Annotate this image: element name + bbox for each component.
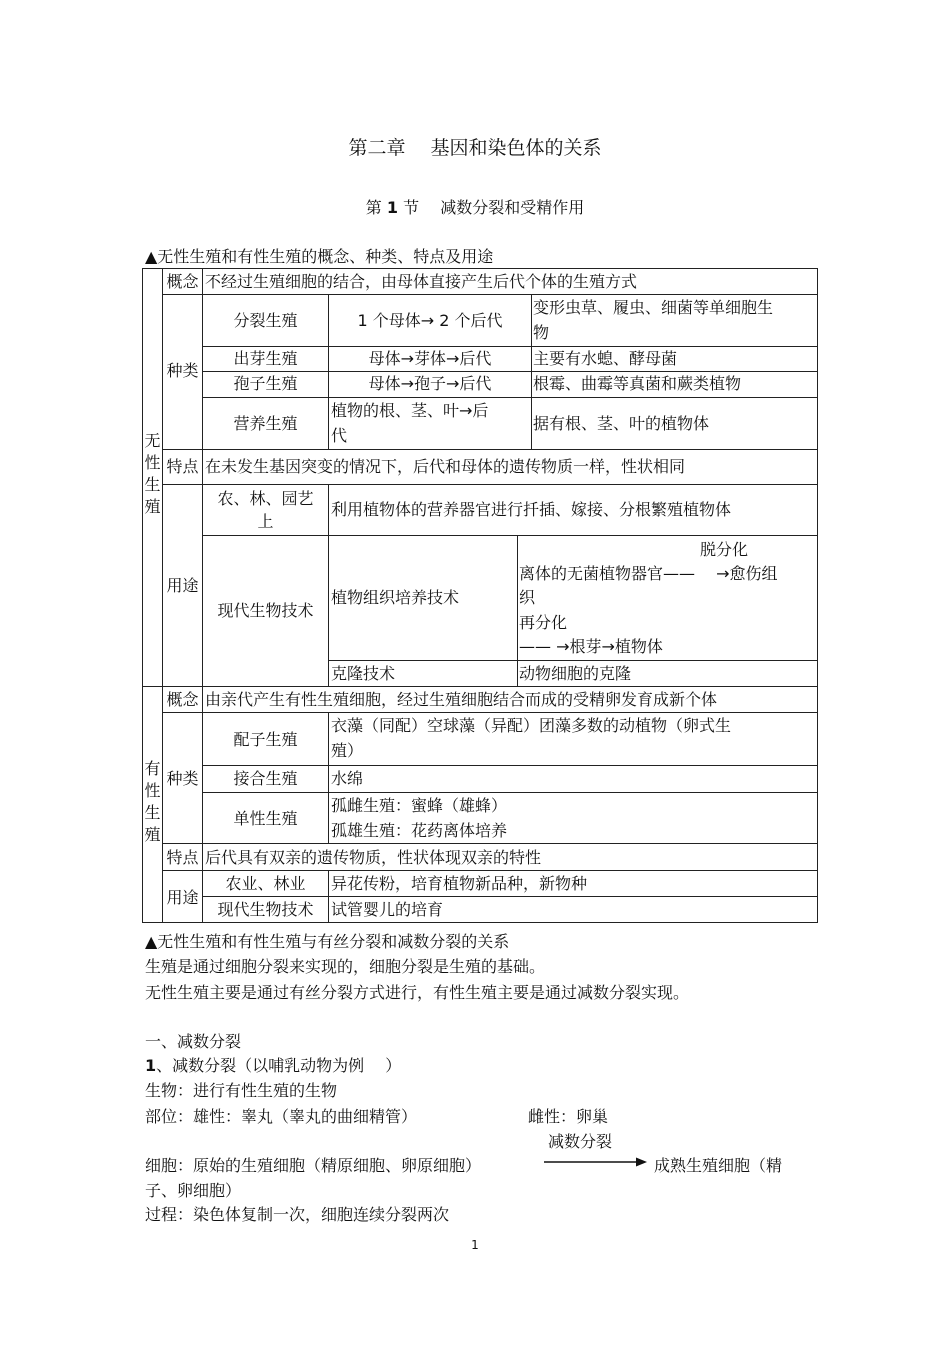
use-agri-desc: 利用植物体的营养器官进行扦插、嫁接、分根繁殖植物体 (331, 500, 732, 519)
sexual-use-agri-desc: 异花传粉，培育植物新品种，新物种 (331, 874, 588, 893)
cell-left: 细胞：原始的生殖细胞（精原细胞、卵原细胞） (145, 1156, 482, 1175)
paragraph-2: 无性生殖主要是通过有丝分裂方式进行，有性生殖主要是通过减数分裂实现。 (145, 983, 690, 1002)
type-process-vegetative-2: 代 (331, 426, 348, 445)
sexual-type-conjugation-desc: 水绵 (331, 769, 364, 788)
type-process-budding: 母体→芽体→后代 (368, 349, 492, 368)
sexual-use-modern: 现代生物技术 (217, 900, 314, 919)
type-name-spore: 孢子生殖 (233, 374, 298, 393)
type-process-spore: 母体→孢子→后代 (368, 374, 492, 393)
use-agri-1: 农、林、园艺 (217, 489, 314, 508)
section-meiosis: 一、减数分裂 (145, 1032, 242, 1051)
asexual-use-label: 用途 (166, 576, 199, 595)
subsection-meiosis (145, 1053, 401, 1076)
asexual-label: 无性生殖 (144, 431, 161, 516)
asexual-concept-label: 概念 (166, 272, 199, 291)
sexual-use-label: 用途 (166, 888, 199, 907)
use-cloning: 克隆技术 (331, 664, 396, 683)
type-process-vegetative-1: 植物的根、茎、叶→后 (331, 401, 489, 420)
sexual-type-parthenogenesis: 单性生殖 (233, 809, 298, 828)
type-name-budding: 出芽生殖 (233, 349, 298, 368)
sexual-feature: 后代具有双亲的遗传物质，性状体现双亲的特性 (205, 848, 542, 867)
sexual-label: 有性生殖 (144, 759, 161, 844)
cell-continuation: 子、卵细胞） (145, 1181, 242, 1200)
use-tissue-culture: 植物组织培养技术 (331, 588, 460, 607)
paragraph-1: 生殖是通过细胞分裂来实现的，细胞分裂是生殖的基础。 (145, 957, 546, 976)
sexual-type-parthenogenesis-desc-2: 孤雄生殖：花药离体培养 (331, 821, 508, 840)
asexual-concept: 不经过生殖细胞的结合，由母体直接产生后代个体的生殖方式 (205, 272, 638, 291)
use-agri-2: 上 (257, 512, 274, 531)
tissue-desc-line-1: 离体的无菌植物器官—— →愈伤组 (519, 564, 778, 583)
location-left: 部位：雄性：睾丸（睾丸的曲细精管） (145, 1107, 418, 1126)
type-example-budding: 主要有水螅、酵母菌 (533, 349, 678, 368)
section-title-number: 1 (386, 198, 399, 217)
sexual-type-gamete-desc-2: 殖） (331, 741, 364, 760)
process-line: 过程：染色体复制一次，细胞连续分裂两次 (145, 1205, 450, 1224)
section-title (0, 195, 950, 218)
sexual-type-parthenogenesis-desc-1: 孤雌生殖：蜜蜂（雄蜂） (331, 796, 508, 815)
type-process-fission: 1 个母体→ 2 个后代 (357, 311, 503, 330)
sexual-type-gamete-desc-1: 衣藻（同配）空球藻（异配）团藻多数的动植物（卵式生 (331, 716, 732, 735)
tissue-desc-line-4: —— →根芽→植物体 (519, 637, 663, 656)
section-title-prefix: 第 (365, 198, 382, 217)
tissue-desc-line-2: 织 (519, 588, 536, 607)
tissue-desc-dedifferentiation: 脱分化 (700, 540, 749, 559)
sexual-feature-label: 特点 (166, 848, 199, 867)
use-modern-tech: 现代生物技术 (217, 601, 314, 620)
sexual-concept-label: 概念 (166, 690, 199, 709)
use-cloning-desc: 动物细胞的克隆 (519, 664, 632, 683)
type-name-fission: 分裂生殖 (233, 311, 298, 330)
sexual-types-label: 种类 (166, 769, 199, 788)
subsection-number: 1 (145, 1056, 157, 1075)
location-right: 雌性：卵巢 (528, 1107, 609, 1126)
sexual-concept: 由亲代产生有性生殖细胞，经过生殖细胞结合而成的受精卵发育成新个体 (205, 690, 718, 709)
page-number: 1 (471, 1238, 479, 1252)
section-title-rest: 节 减数分裂和受精作用 (403, 198, 585, 217)
tissue-desc-redifferentiation: 再分化 (519, 613, 568, 632)
asexual-feature: 在未发生基因突变的情况下，后代和母体的遗传物质一样，性状相同 (205, 457, 686, 476)
sexual-use-modern-desc: 试管婴儿的培育 (331, 900, 444, 919)
heading-relationship: ▲无性生殖和有性生殖与有丝分裂和减数分裂的关系 (145, 932, 510, 951)
type-example-fission-1: 变形虫草、履虫、细菌等单细胞生 (533, 298, 774, 317)
cell-right: 成熟生殖细胞（精 (654, 1156, 783, 1175)
heading-reproduction-types: ▲无性生殖和有性生殖的概念、种类、特点及用途 (145, 247, 494, 266)
arrow-right-icon (544, 1155, 648, 1169)
arrow-label: 减数分裂 (548, 1132, 613, 1151)
sexual-type-conjugation: 接合生殖 (233, 769, 298, 788)
type-name-vegetative: 营养生殖 (233, 414, 298, 433)
sexual-type-gamete: 配子生殖 (233, 730, 298, 749)
sexual-use-agri: 农业、林业 (225, 874, 306, 893)
asexual-feature-label: 特点 (166, 457, 199, 476)
type-example-vegetative: 据有根、茎、叶的植物体 (533, 414, 710, 433)
organism-line: 生物：进行有性生殖的生物 (145, 1081, 338, 1100)
type-example-spore: 根霉、曲霉等真菌和蕨类植物 (533, 374, 742, 393)
chapter-title: 第二章 基因和染色体的关系 (348, 137, 602, 159)
type-example-fission-2: 物 (533, 323, 550, 342)
asexual-types-label: 种类 (166, 361, 199, 380)
subsection-text: 、减数分裂（以哺乳动物为例 ） (156, 1056, 402, 1075)
